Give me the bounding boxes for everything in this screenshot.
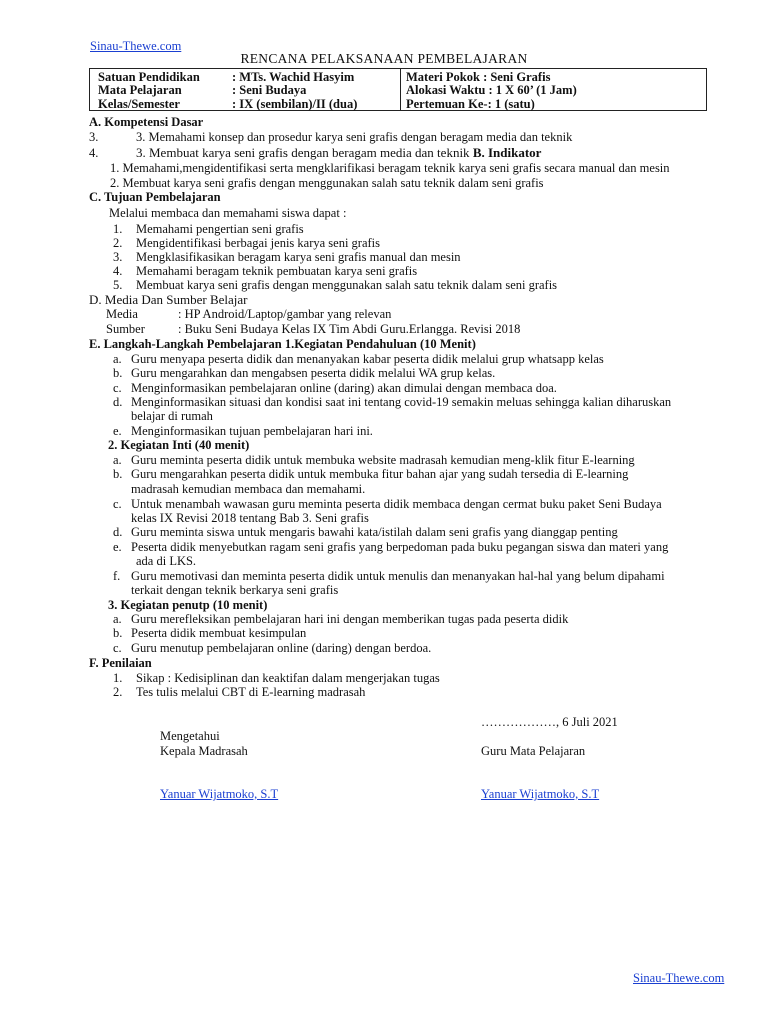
step-text: Guru mengarahkan dan mengabsen peserta didik melalui WA grup kelas.: [131, 366, 496, 380]
footer-site-link[interactable]: Sinau-Thewe.com: [633, 971, 725, 985]
pertemuan: Pertemuan Ke-: 1 (satu): [406, 97, 535, 111]
step-text: Guru menyapa peserta didik dan menanyakan kabar peserta didik melalui grup whatsapp kelas: [131, 352, 604, 366]
kd2-line: [136, 146, 541, 160]
step-text: Untuk menambah wawasan guru meminta peserta didik membaca dengan cermat buku paket Seni Budaya: [131, 497, 662, 511]
step-letter: c.: [113, 641, 122, 655]
step-text: Guru meminta peserta didik untuk membuka website madrasah kemudian meng-klik fitur E-learning: [131, 453, 635, 467]
mapel-label: Mata Pelajaran: [98, 83, 182, 97]
signer-left-name[interactable]: Yanuar Wijatmoko, S.T: [160, 787, 279, 801]
tujuan-item: Memahami pengertian seni grafis: [136, 222, 304, 236]
kepala-label: Kepala Madrasah: [160, 744, 248, 758]
kelas-value: : IX (sembilan)/II (dua): [232, 97, 358, 111]
section-c-heading: C. Tujuan Pembelajaran: [89, 190, 221, 204]
satuan-label: Satuan Pendidikan: [98, 70, 200, 84]
pendahuluan-heading: 1.Kegiatan Pendahuluan (10 Menit): [284, 337, 476, 351]
kd1-text: 3. Memahami konsep dan prosedur karya seni grafis dengan beragam media dan teknik: [136, 130, 573, 144]
guru-label: Guru Mata Pelajaran: [481, 744, 586, 758]
step-letter: d.: [113, 525, 123, 539]
alokasi-waktu: Alokasi Waktu : 1 X 60’ (1 Jam): [406, 83, 577, 97]
satuan-value: : MTs. Wachid Hasyim: [232, 70, 355, 84]
step-letter: d.: [113, 395, 123, 409]
step-text-cont: belajar di rumah: [131, 409, 213, 423]
header-site-link[interactable]: Sinau-Thewe.com: [90, 39, 182, 53]
tujuan-num: 2.: [113, 236, 123, 250]
tujuan-num: 5.: [113, 278, 123, 292]
tujuan-item: Memahami beragam teknik pembuatan karya seni grafis: [136, 264, 418, 278]
step-text: Menginformasikan tujuan pembelajaran hari ini.: [131, 424, 373, 438]
kd2-number: 4.: [89, 146, 99, 160]
step-text: Guru meminta siswa untuk mengaris bawahi kata/istilah dalam seni grafis yang dianggap penting: [131, 525, 618, 539]
sumber-label: Sumber: [106, 322, 145, 336]
section-e-line: [89, 337, 476, 351]
step-text: Guru menutup pembelajaran online (daring) dengan berdoa.: [131, 641, 432, 655]
tujuan-num: 1.: [113, 222, 123, 236]
section-d-heading: D. Media Dan Sumber Belajar: [89, 292, 248, 307]
kd1-number: 3.: [89, 130, 99, 144]
inti-heading: 2. Kegiatan Inti (40 menit): [108, 438, 250, 452]
step-letter: b.: [113, 366, 123, 380]
tujuan-item: Membuat karya seni grafis dengan menggunakan salah satu teknik dalam seni grafis: [136, 278, 558, 292]
step-text: Guru merefleksikan pembelajaran hari ini dengan memberikan tugas pada peserta didik: [131, 612, 569, 626]
penilaian-item: Sikap : Kedisiplinan dan keaktifan dalam mengerjakan tugas: [136, 671, 440, 685]
step-text-cont: madrasah kemudian membaca dan memahami.: [131, 482, 366, 496]
step-letter: c.: [113, 381, 122, 395]
sumber-value: : Buku Seni Budaya Kelas IX Tim Abdi Guru.Erlangga. Revisi 2018: [178, 322, 521, 336]
mengetahui-label: Mengetahui: [160, 729, 220, 743]
step-letter: c.: [113, 497, 122, 511]
penilaian-item: Tes tulis melalui CBT di E-learning madrasah: [136, 685, 366, 699]
info-box: [89, 68, 707, 111]
step-text: Peserta didik membuat kesimpulan: [131, 626, 307, 640]
document-title: RENCANA PELAKSANAAN PEMBELAJARAN: [240, 51, 528, 66]
sign-date: ………………, 6 Juli 2021: [481, 715, 618, 729]
info-box-divider: [400, 69, 401, 110]
penilaian-num: 1.: [113, 671, 123, 685]
signer-right-name[interactable]: Yanuar Wijatmoko, S.T: [481, 787, 600, 801]
step-text-cont: kelas IX Revisi 2018 tentang Bab 3. Seni grafis: [131, 511, 369, 525]
media-label: Media: [106, 307, 138, 321]
media-value: : HP Android/Laptop/gambar yang relevan: [178, 307, 392, 321]
section-b-heading: B. Indikator: [472, 145, 542, 160]
step-text-cont: terkait dengan teknik berkarya seni grafis: [131, 583, 339, 597]
step-letter: b.: [113, 467, 123, 481]
section-a-heading: A. Kompetensi Dasar: [89, 115, 204, 129]
indikator-1: 1. Memahami,mengidentifikasi serta mengklarifikasi beragam teknik karya seni grafis secara manual dan mesin: [110, 161, 670, 175]
step-text-cont: ada di LKS.: [136, 554, 197, 568]
kd2-text: 3. Membuat karya seni grafis dengan beragam media dan teknik: [136, 145, 470, 160]
tujuan-item: Mengklasifikasikan beragam karya seni grafis manual dan mesin: [136, 250, 461, 264]
step-text: Peserta didik menyebutkan ragam seni grafis yang berpedoman pada buku pegangan siswa dan materi yang: [131, 540, 669, 554]
step-letter: a.: [113, 352, 122, 366]
step-text: Guru memotivasi dan meminta peserta didik untuk menulis dan menanyakan hal-hal yang belum dipahami: [131, 569, 665, 583]
tujuan-num: 3.: [113, 250, 123, 264]
step-letter: b.: [113, 626, 123, 640]
step-letter: e.: [113, 424, 122, 438]
step-text: Menginformasikan situasi dan kondisi saat ini tentang covid-19 semakin meluas sehingga kalian diharuskan: [131, 395, 672, 409]
materi-pokok: Materi Pokok : Seni Grafis: [406, 70, 551, 84]
kelas-label: Kelas/Semester: [98, 97, 180, 111]
mapel-value: : Seni Budaya: [232, 83, 307, 97]
tujuan-num: 4.: [113, 264, 123, 278]
step-letter: e.: [113, 540, 122, 554]
tujuan-item: Mengidentifikasi berbagai jenis karya seni grafis: [136, 236, 381, 250]
step-letter: a.: [113, 612, 122, 626]
tujuan-intro: Melalui membaca dan memahami siswa dapat :: [109, 206, 347, 220]
indikator-2: 2. Membuat karya seni grafis dengan menggunakan salah satu teknik dalam seni grafis: [110, 176, 544, 190]
section-e-heading: E. Langkah-Langkah Pembelajaran: [89, 337, 282, 351]
step-letter: f.: [113, 569, 121, 583]
section-f-heading: F. Penilaian: [89, 656, 152, 670]
step-letter: a.: [113, 453, 122, 467]
penilaian-num: 2.: [113, 685, 123, 699]
step-text: Guru mengarahkan peserta didik untuk membuka fitur bahan ajar yang sudah tersedia di E-learning: [131, 467, 629, 481]
step-text: Menginformasikan pembelajaran online (daring) akan dimulai dengan membaca doa.: [131, 381, 557, 395]
penutup-heading: 3. Kegiatan penutp (10 menit): [108, 598, 268, 612]
